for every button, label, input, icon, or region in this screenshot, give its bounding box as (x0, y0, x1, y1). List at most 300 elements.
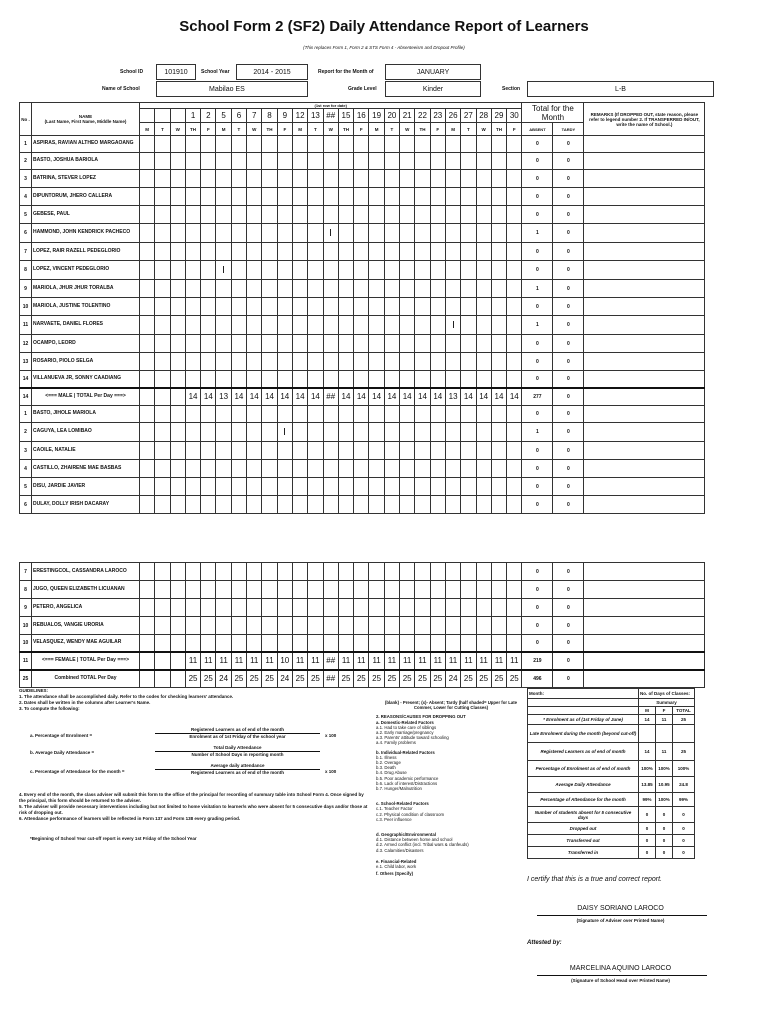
attendance-cell[interactable] (262, 563, 277, 581)
attendance-cell[interactable] (491, 316, 506, 335)
attendance-cell[interactable] (277, 478, 292, 496)
attendance-cell[interactable] (491, 153, 506, 170)
attendance-cell[interactable] (415, 617, 430, 635)
attendance-cell[interactable] (384, 206, 399, 224)
attendance-cell[interactable] (201, 371, 216, 388)
attendance-cell[interactable] (140, 261, 155, 280)
attendance-cell[interactable] (384, 188, 399, 206)
attendance-cell[interactable] (292, 298, 307, 316)
attendance-cell[interactable] (216, 617, 231, 635)
remarks-cell[interactable] (584, 371, 705, 388)
attendance-cell[interactable] (507, 581, 522, 599)
attendance-cell[interactable] (292, 406, 307, 423)
attendance-cell[interactable] (445, 581, 460, 599)
attendance-cell[interactable] (308, 335, 323, 353)
attendance-cell[interactable] (476, 581, 491, 599)
attendance-cell[interactable] (323, 423, 338, 442)
attendance-cell[interactable] (507, 335, 522, 353)
attendance-cell[interactable] (140, 460, 155, 478)
attendance-cell[interactable] (201, 423, 216, 442)
attendance-cell[interactable] (491, 460, 506, 478)
attendance-cell[interactable] (384, 442, 399, 460)
attendance-cell[interactable] (507, 280, 522, 298)
attendance-cell[interactable] (384, 335, 399, 353)
attendance-cell[interactable] (185, 478, 200, 496)
attendance-cell[interactable] (400, 496, 415, 514)
remarks-cell[interactable] (584, 188, 705, 206)
remarks-cell[interactable] (584, 298, 705, 316)
attendance-cell[interactable] (415, 298, 430, 316)
attendance-cell[interactable] (415, 599, 430, 617)
attendance-cell[interactable] (231, 224, 246, 243)
attendance-cell[interactable] (247, 581, 262, 599)
attendance-cell[interactable] (415, 136, 430, 153)
attendance-cell[interactable] (400, 153, 415, 170)
attendance-cell[interactable] (476, 406, 491, 423)
attendance-cell[interactable] (140, 563, 155, 581)
attendance-cell[interactable] (384, 261, 399, 280)
attendance-cell[interactable] (216, 406, 231, 423)
attendance-cell[interactable] (400, 206, 415, 224)
attendance-cell[interactable] (185, 188, 200, 206)
attendance-cell[interactable] (323, 280, 338, 298)
attendance-cell[interactable] (507, 243, 522, 261)
attendance-cell[interactable] (140, 478, 155, 496)
attendance-cell[interactable] (415, 261, 430, 280)
attendance-cell[interactable] (201, 635, 216, 652)
attendance-cell[interactable] (292, 599, 307, 617)
attendance-cell[interactable] (292, 442, 307, 460)
attendance-cell[interactable] (247, 206, 262, 224)
attendance-cell[interactable] (400, 478, 415, 496)
remarks-cell[interactable] (584, 406, 705, 423)
attendance-cell[interactable] (476, 563, 491, 581)
attendance-cell[interactable] (155, 243, 170, 261)
attendance-cell[interactable] (155, 188, 170, 206)
attendance-cell[interactable] (384, 635, 399, 652)
school-id-field[interactable]: 101910 (156, 64, 196, 80)
attendance-cell[interactable] (415, 460, 430, 478)
attendance-cell[interactable] (308, 188, 323, 206)
attendance-cell[interactable] (369, 563, 384, 581)
attendance-cell[interactable] (476, 224, 491, 243)
attendance-cell[interactable] (231, 599, 246, 617)
attendance-cell[interactable] (415, 496, 430, 514)
attendance-cell[interactable] (308, 261, 323, 280)
attendance-cell[interactable] (445, 316, 460, 335)
attendance-cell[interactable] (384, 599, 399, 617)
attendance-cell[interactable] (491, 406, 506, 423)
attendance-cell[interactable] (507, 599, 522, 617)
attendance-cell[interactable] (354, 581, 369, 599)
attendance-cell[interactable] (231, 298, 246, 316)
attendance-cell[interactable] (400, 599, 415, 617)
attendance-cell[interactable] (155, 460, 170, 478)
attendance-cell[interactable] (338, 261, 353, 280)
attendance-cell[interactable] (216, 170, 231, 188)
attendance-cell[interactable] (308, 298, 323, 316)
attendance-cell[interactable] (461, 635, 476, 652)
attendance-cell[interactable] (262, 371, 277, 388)
attendance-cell[interactable] (476, 335, 491, 353)
attendance-cell[interactable] (400, 224, 415, 243)
attendance-cell[interactable] (476, 206, 491, 224)
attendance-cell[interactable] (445, 243, 460, 261)
attendance-cell[interactable] (400, 563, 415, 581)
attendance-cell[interactable] (277, 581, 292, 599)
attendance-cell[interactable] (292, 353, 307, 371)
attendance-cell[interactable] (277, 188, 292, 206)
attendance-cell[interactable] (445, 442, 460, 460)
attendance-cell[interactable] (140, 335, 155, 353)
attendance-cell[interactable] (384, 478, 399, 496)
attendance-cell[interactable] (369, 170, 384, 188)
school-name-field[interactable]: Mabilao ES (156, 81, 308, 97)
attendance-cell[interactable] (170, 599, 185, 617)
attendance-cell[interactable] (369, 153, 384, 170)
attendance-cell[interactable] (338, 316, 353, 335)
attendance-cell[interactable] (185, 581, 200, 599)
attendance-cell[interactable] (216, 478, 231, 496)
attendance-cell[interactable] (262, 442, 277, 460)
attendance-cell[interactable] (400, 188, 415, 206)
attendance-cell[interactable] (430, 442, 445, 460)
attendance-cell[interactable] (277, 298, 292, 316)
attendance-cell[interactable] (430, 316, 445, 335)
attendance-cell[interactable] (430, 423, 445, 442)
attendance-cell[interactable] (415, 353, 430, 371)
attendance-cell[interactable] (507, 224, 522, 243)
attendance-cell[interactable] (185, 442, 200, 460)
attendance-cell[interactable] (140, 298, 155, 316)
attendance-cell[interactable] (445, 335, 460, 353)
attendance-cell[interactable] (247, 136, 262, 153)
attendance-cell[interactable] (461, 423, 476, 442)
attendance-cell[interactable] (185, 406, 200, 423)
section-field[interactable]: L-B (527, 81, 714, 97)
attendance-cell[interactable] (491, 170, 506, 188)
attendance-cell[interactable] (323, 316, 338, 335)
remarks-cell[interactable] (584, 581, 705, 599)
attendance-cell[interactable] (201, 563, 216, 581)
attendance-cell[interactable] (461, 496, 476, 514)
attendance-cell[interactable] (262, 581, 277, 599)
attendance-cell[interactable] (216, 442, 231, 460)
attendance-cell[interactable] (216, 635, 231, 652)
attendance-cell[interactable] (369, 261, 384, 280)
remarks-cell[interactable] (584, 261, 705, 280)
attendance-cell[interactable] (292, 635, 307, 652)
attendance-cell[interactable] (216, 460, 231, 478)
attendance-cell[interactable] (461, 316, 476, 335)
attendance-cell[interactable] (445, 617, 460, 635)
attendance-cell[interactable] (491, 298, 506, 316)
attendance-cell[interactable] (231, 581, 246, 599)
attendance-cell[interactable] (277, 460, 292, 478)
attendance-cell[interactable] (323, 635, 338, 652)
attendance-cell[interactable] (292, 423, 307, 442)
attendance-cell[interactable] (292, 206, 307, 224)
attendance-cell[interactable] (400, 617, 415, 635)
attendance-cell[interactable] (323, 460, 338, 478)
attendance-cell[interactable] (430, 563, 445, 581)
attendance-cell[interactable] (231, 153, 246, 170)
attendance-cell[interactable] (247, 371, 262, 388)
attendance-cell[interactable] (201, 581, 216, 599)
attendance-cell[interactable] (170, 224, 185, 243)
attendance-cell[interactable] (308, 478, 323, 496)
attendance-cell[interactable] (476, 423, 491, 442)
attendance-cell[interactable] (231, 371, 246, 388)
attendance-cell[interactable] (445, 353, 460, 371)
attendance-cell[interactable] (384, 581, 399, 599)
remarks-cell[interactable] (584, 563, 705, 581)
attendance-cell[interactable] (491, 478, 506, 496)
attendance-cell[interactable] (155, 224, 170, 243)
attendance-cell[interactable] (185, 353, 200, 371)
attendance-cell[interactable] (185, 224, 200, 243)
attendance-cell[interactable] (216, 243, 231, 261)
attendance-cell[interactable] (338, 224, 353, 243)
attendance-cell[interactable] (461, 136, 476, 153)
attendance-cell[interactable] (354, 635, 369, 652)
attendance-cell[interactable] (354, 599, 369, 617)
attendance-cell[interactable] (155, 617, 170, 635)
attendance-cell[interactable] (415, 423, 430, 442)
attendance-cell[interactable] (369, 478, 384, 496)
attendance-cell[interactable] (430, 298, 445, 316)
remarks-cell[interactable] (584, 442, 705, 460)
attendance-cell[interactable] (308, 581, 323, 599)
attendance-cell[interactable] (277, 335, 292, 353)
attendance-cell[interactable] (216, 224, 231, 243)
attendance-cell[interactable] (415, 478, 430, 496)
attendance-cell[interactable] (292, 617, 307, 635)
attendance-cell[interactable] (277, 153, 292, 170)
attendance-cell[interactable] (400, 635, 415, 652)
attendance-cell[interactable] (415, 188, 430, 206)
attendance-cell[interactable] (140, 136, 155, 153)
attendance-cell[interactable] (384, 371, 399, 388)
attendance-cell[interactable] (216, 371, 231, 388)
attendance-cell[interactable] (415, 371, 430, 388)
attendance-cell[interactable] (491, 261, 506, 280)
attendance-cell[interactable] (430, 170, 445, 188)
attendance-cell[interactable] (247, 563, 262, 581)
attendance-cell[interactable] (262, 170, 277, 188)
attendance-cell[interactable] (140, 188, 155, 206)
attendance-cell[interactable] (262, 599, 277, 617)
remarks-cell[interactable] (584, 280, 705, 298)
attendance-cell[interactable] (185, 153, 200, 170)
attendance-cell[interactable] (277, 442, 292, 460)
attendance-cell[interactable] (400, 460, 415, 478)
attendance-cell[interactable] (415, 406, 430, 423)
attendance-cell[interactable] (400, 170, 415, 188)
attendance-cell[interactable] (262, 188, 277, 206)
attendance-cell[interactable] (201, 617, 216, 635)
attendance-cell[interactable] (476, 280, 491, 298)
attendance-cell[interactable] (323, 335, 338, 353)
attendance-cell[interactable] (430, 406, 445, 423)
attendance-cell[interactable] (400, 581, 415, 599)
attendance-cell[interactable] (338, 353, 353, 371)
attendance-cell[interactable] (140, 635, 155, 652)
attendance-cell[interactable] (461, 335, 476, 353)
attendance-cell[interactable] (369, 496, 384, 514)
attendance-cell[interactable] (308, 170, 323, 188)
attendance-cell[interactable] (415, 153, 430, 170)
attendance-cell[interactable] (231, 243, 246, 261)
attendance-cell[interactable] (491, 599, 506, 617)
attendance-cell[interactable] (262, 153, 277, 170)
attendance-cell[interactable] (170, 136, 185, 153)
attendance-cell[interactable] (155, 406, 170, 423)
remarks-cell[interactable] (584, 460, 705, 478)
attendance-cell[interactable] (231, 316, 246, 335)
attendance-cell[interactable] (507, 316, 522, 335)
attendance-cell[interactable] (461, 460, 476, 478)
attendance-cell[interactable] (491, 423, 506, 442)
attendance-cell[interactable] (384, 617, 399, 635)
attendance-cell[interactable] (369, 353, 384, 371)
attendance-cell[interactable] (231, 206, 246, 224)
attendance-cell[interactable] (507, 298, 522, 316)
attendance-cell[interactable] (507, 496, 522, 514)
attendance-cell[interactable] (491, 563, 506, 581)
attendance-cell[interactable] (369, 581, 384, 599)
attendance-cell[interactable] (308, 316, 323, 335)
attendance-cell[interactable] (445, 406, 460, 423)
attendance-cell[interactable] (491, 243, 506, 261)
attendance-cell[interactable] (338, 563, 353, 581)
attendance-cell[interactable] (155, 261, 170, 280)
remarks-cell[interactable] (584, 423, 705, 442)
attendance-cell[interactable] (323, 224, 338, 243)
attendance-cell[interactable] (476, 243, 491, 261)
attendance-cell[interactable] (491, 371, 506, 388)
attendance-cell[interactable] (369, 635, 384, 652)
attendance-cell[interactable] (262, 224, 277, 243)
attendance-cell[interactable] (277, 243, 292, 261)
attendance-cell[interactable] (491, 188, 506, 206)
attendance-cell[interactable] (231, 261, 246, 280)
remarks-cell[interactable] (584, 353, 705, 371)
attendance-cell[interactable] (354, 188, 369, 206)
attendance-cell[interactable] (384, 170, 399, 188)
attendance-cell[interactable] (277, 496, 292, 514)
attendance-cell[interactable] (231, 280, 246, 298)
attendance-cell[interactable] (415, 206, 430, 224)
attendance-cell[interactable] (323, 563, 338, 581)
remarks-cell[interactable] (584, 136, 705, 153)
attendance-cell[interactable] (415, 224, 430, 243)
attendance-cell[interactable] (185, 599, 200, 617)
attendance-cell[interactable] (216, 335, 231, 353)
attendance-cell[interactable] (247, 261, 262, 280)
attendance-cell[interactable] (507, 261, 522, 280)
attendance-cell[interactable] (140, 442, 155, 460)
attendance-cell[interactable] (338, 406, 353, 423)
attendance-cell[interactable] (354, 170, 369, 188)
attendance-cell[interactable] (323, 206, 338, 224)
attendance-cell[interactable] (507, 423, 522, 442)
attendance-cell[interactable] (323, 371, 338, 388)
attendance-cell[interactable] (461, 280, 476, 298)
attendance-cell[interactable] (231, 170, 246, 188)
attendance-cell[interactable] (140, 423, 155, 442)
attendance-cell[interactable] (262, 617, 277, 635)
attendance-cell[interactable] (415, 170, 430, 188)
remarks-cell[interactable] (584, 206, 705, 224)
attendance-cell[interactable] (445, 563, 460, 581)
attendance-cell[interactable] (354, 442, 369, 460)
attendance-cell[interactable] (445, 599, 460, 617)
attendance-cell[interactable] (369, 406, 384, 423)
attendance-cell[interactable] (231, 442, 246, 460)
attendance-cell[interactable] (461, 170, 476, 188)
attendance-cell[interactable] (262, 460, 277, 478)
attendance-cell[interactable] (323, 298, 338, 316)
attendance-cell[interactable] (262, 316, 277, 335)
attendance-cell[interactable] (476, 261, 491, 280)
attendance-cell[interactable] (277, 206, 292, 224)
attendance-cell[interactable] (170, 617, 185, 635)
attendance-cell[interactable] (231, 460, 246, 478)
report-month-field[interactable]: JANUARY (385, 64, 481, 80)
attendance-cell[interactable] (476, 298, 491, 316)
attendance-cell[interactable] (185, 206, 200, 224)
attendance-cell[interactable] (185, 563, 200, 581)
attendance-cell[interactable] (507, 170, 522, 188)
attendance-cell[interactable] (369, 316, 384, 335)
attendance-cell[interactable] (262, 406, 277, 423)
attendance-cell[interactable] (476, 599, 491, 617)
attendance-cell[interactable] (491, 335, 506, 353)
attendance-cell[interactable] (247, 423, 262, 442)
attendance-cell[interactable] (338, 617, 353, 635)
attendance-cell[interactable] (155, 316, 170, 335)
attendance-cell[interactable] (430, 460, 445, 478)
attendance-cell[interactable] (476, 617, 491, 635)
attendance-cell[interactable] (354, 496, 369, 514)
attendance-cell[interactable] (247, 442, 262, 460)
attendance-cell[interactable] (292, 496, 307, 514)
attendance-cell[interactable] (384, 280, 399, 298)
attendance-cell[interactable] (338, 599, 353, 617)
attendance-cell[interactable] (216, 188, 231, 206)
attendance-cell[interactable] (491, 617, 506, 635)
attendance-cell[interactable] (231, 617, 246, 635)
attendance-cell[interactable] (262, 335, 277, 353)
attendance-cell[interactable] (430, 371, 445, 388)
attendance-cell[interactable] (445, 298, 460, 316)
attendance-cell[interactable] (461, 406, 476, 423)
attendance-cell[interactable] (338, 153, 353, 170)
attendance-cell[interactable] (461, 153, 476, 170)
attendance-cell[interactable] (445, 478, 460, 496)
attendance-cell[interactable] (384, 406, 399, 423)
attendance-cell[interactable] (247, 224, 262, 243)
attendance-cell[interactable] (461, 371, 476, 388)
attendance-cell[interactable] (354, 563, 369, 581)
attendance-cell[interactable] (354, 478, 369, 496)
attendance-cell[interactable] (231, 423, 246, 442)
attendance-cell[interactable] (185, 280, 200, 298)
attendance-cell[interactable] (201, 496, 216, 514)
attendance-cell[interactable] (170, 423, 185, 442)
attendance-cell[interactable] (170, 496, 185, 514)
